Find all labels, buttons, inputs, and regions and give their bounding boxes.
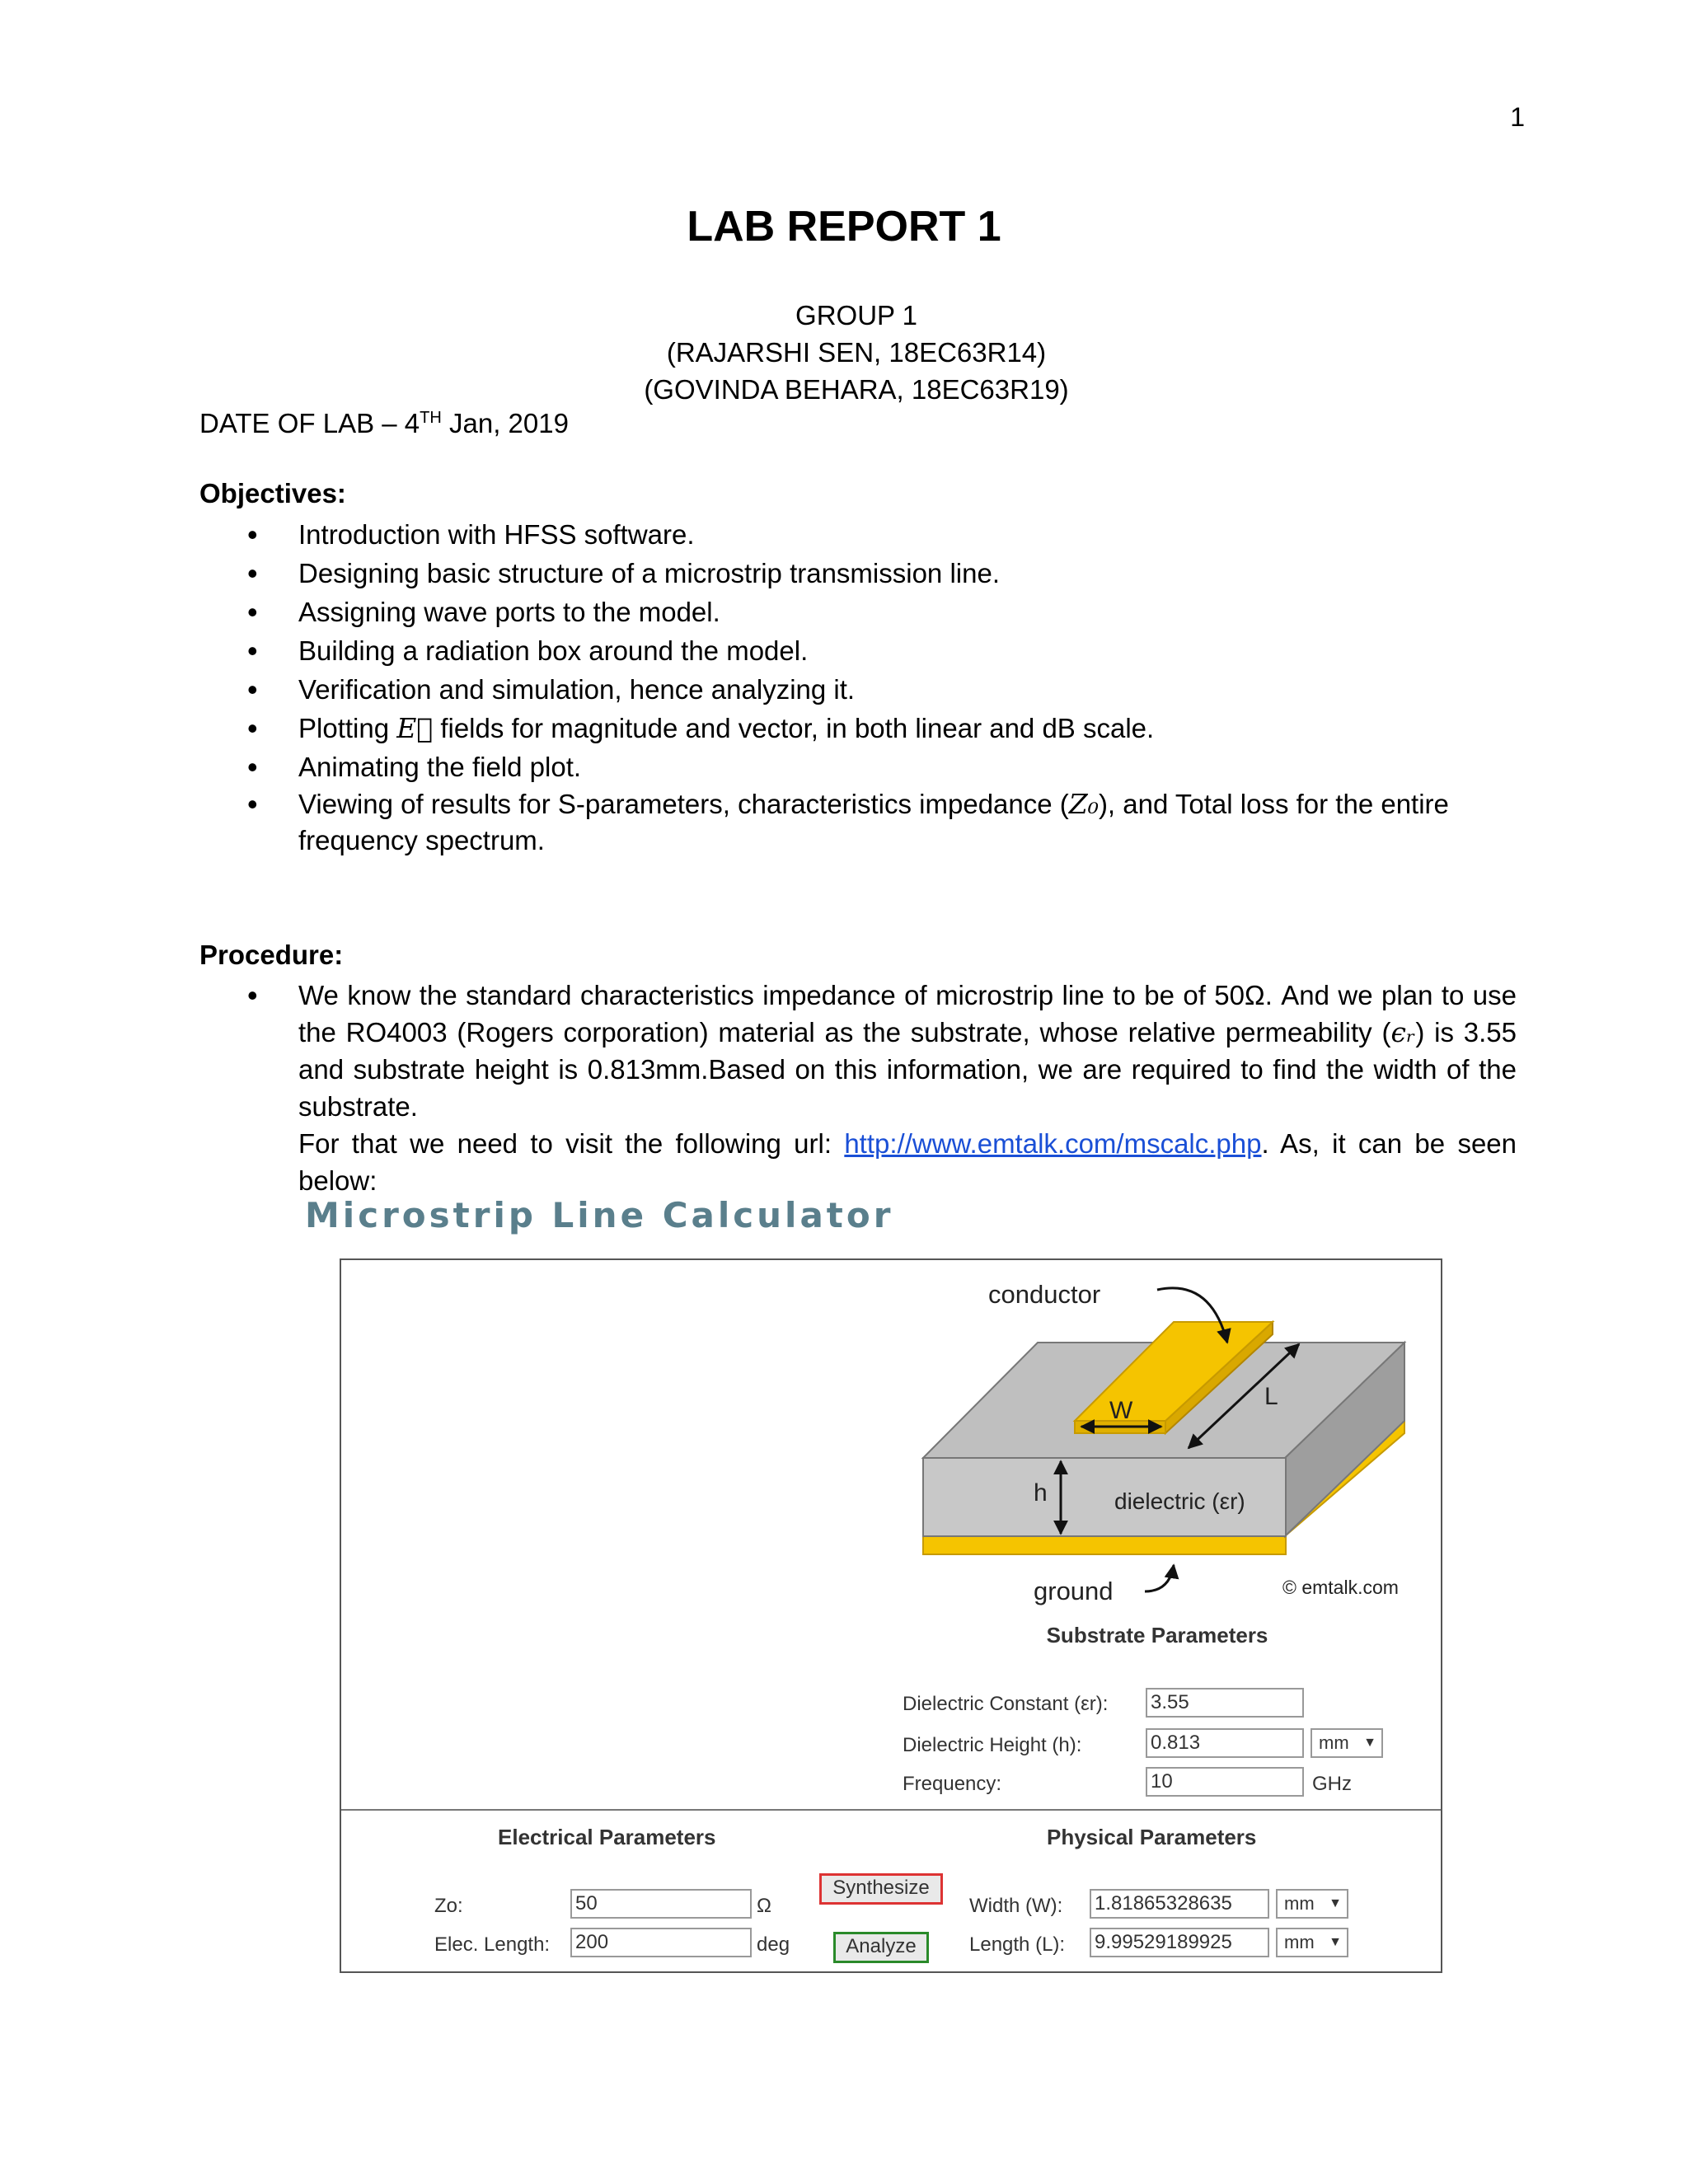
paragraph-text: We know the standard characteristics impedance of microstrip line to be of 50Ω. And we plan to use the RO4003 (Rogers corporation) material as the substrate, whose relative permeability (	[298, 980, 1517, 1047]
list-item: • Introduction with HFSS software.	[199, 515, 1517, 554]
calculator-panel	[340, 1258, 1442, 1973]
frequency-label: Frequency:	[903, 1773, 1002, 1795]
width-label: Width (W):	[969, 1895, 1063, 1917]
paragraph-text: ) is 3.55 and substrate height is 0.813mm.Based on this information, we are required to find the width of the substrate.	[298, 1017, 1517, 1122]
physical-parameters-title: Physical Parameters	[1047, 1825, 1257, 1849]
paragraph-text: . As, it can be seen below:	[298, 1128, 1517, 1196]
e-vector-symbol: E⃗	[396, 712, 434, 744]
microstrip-diagram	[341, 1260, 1441, 1606]
list-item-text: fields for magnitude and vector, in both linear and dB scale.	[433, 713, 1155, 743]
dielectric-constant-input[interactable]: 3.55	[1146, 1688, 1304, 1718]
dielectric-height-label: Dielectric Height (h):	[903, 1734, 1082, 1756]
length-label: Length (L):	[969, 1933, 1066, 1956]
conductor-label: conductor	[988, 1280, 1101, 1309]
length-output[interactable]: 9.99529189925	[1090, 1928, 1269, 1957]
list-item	[199, 786, 1517, 859]
w-label: W	[1109, 1397, 1133, 1424]
synthesize-button[interactable]: Synthesize	[819, 1873, 943, 1905]
ground-pointer-arrow	[1145, 1565, 1174, 1591]
date-superscript: TH	[420, 409, 442, 427]
analyze-button[interactable]: Analyze	[833, 1932, 929, 1963]
date-prefix: DATE OF LAB – 4	[199, 408, 420, 438]
length-unit-value: mm	[1284, 1932, 1315, 1952]
dielectric-constant-label: Dielectric Constant (εr):	[903, 1693, 1109, 1715]
date-suffix: Jan, 2019	[441, 408, 569, 438]
electrical-parameters-title: Electrical Parameters	[498, 1825, 716, 1849]
objectives-list	[199, 515, 1517, 859]
dielectric-height-input[interactable]: 0.813	[1146, 1728, 1304, 1758]
ground-plane-front	[923, 1536, 1286, 1554]
width-unit-value: mm	[1284, 1893, 1315, 1914]
chevron-down-icon: ▼	[1329, 1935, 1342, 1949]
list-item-text: Plotting	[298, 713, 397, 743]
list-item: • Assigning wave ports to the model.	[199, 593, 1517, 631]
zo-unit: Ω	[757, 1895, 771, 1917]
chevron-down-icon: ▼	[1363, 1736, 1376, 1750]
width-unit-select[interactable]	[1276, 1889, 1348, 1919]
length-unit-select[interactable]	[1276, 1928, 1348, 1957]
elec-length-unit: deg	[757, 1933, 790, 1956]
frequency-unit: GHz	[1312, 1773, 1352, 1795]
section-divider	[341, 1809, 1441, 1811]
width-output[interactable]: 1.81865328635	[1090, 1889, 1269, 1919]
l-label: L	[1264, 1383, 1278, 1410]
calculator-url-link[interactable]: http://www.emtalk.com/mscalc.php	[844, 1128, 1262, 1159]
substrate-parameters-title: Substrate Parameters	[1046, 1623, 1268, 1647]
elec-length-input[interactable]: 200	[570, 1928, 752, 1957]
zo-label: Zo:	[434, 1895, 463, 1917]
calculator-heading: Microstrip Line Calculator	[305, 1195, 894, 1235]
author-2: (GOVINDA BEHARA, 18EC63R19)	[644, 374, 1069, 405]
elec-length-label: Elec. Length:	[434, 1933, 551, 1956]
chevron-down-icon: ▼	[1329, 1896, 1342, 1910]
dielectric-label: dielectric (εr)	[1114, 1488, 1245, 1514]
procedure-paragraph	[298, 1125, 1517, 1199]
report-title: LAB REPORT 1	[687, 203, 1001, 251]
list-item: • Verification and simulation, hence analyzing it.	[199, 670, 1517, 709]
copyright-label: © emtalk.com	[1282, 1577, 1399, 1598]
procedure-paragraph	[298, 977, 1517, 1125]
list-item	[199, 977, 1517, 1199]
author-block	[0, 297, 1688, 408]
z0-symbol: Z₀	[1068, 788, 1099, 820]
frequency-input[interactable]: 10	[1146, 1767, 1304, 1797]
list-item: • Building a radiation box around the model.	[199, 631, 1517, 670]
epsilon-r-symbol: ϵᵣ	[1390, 1016, 1416, 1048]
list-item-text: ), and Total loss for the entire frequency spectrum.	[298, 789, 1449, 855]
height-unit-value: mm	[1319, 1732, 1349, 1753]
list-item	[199, 709, 1517, 748]
group-label: GROUP 1	[795, 300, 917, 330]
page-number: 1	[1510, 102, 1525, 132]
height-unit-select[interactable]	[1311, 1728, 1383, 1758]
list-item: • Animating the field plot.	[199, 748, 1517, 786]
paragraph-text: For that we need to visit the following url:	[298, 1128, 845, 1159]
objectives-heading: Objectives:	[199, 478, 346, 509]
list-item: • Designing basic structure of a microstrip transmission line.	[199, 554, 1517, 593]
ground-label: ground	[1034, 1577, 1114, 1605]
author-1: (RAJARSHI SEN, 18EC63R14)	[666, 337, 1047, 368]
procedure-heading: Procedure:	[199, 940, 344, 970]
list-item-text: Viewing of results for S-parameters, characteristics impedance (	[298, 789, 1069, 819]
zo-input[interactable]: 50	[570, 1889, 752, 1919]
lab-date	[199, 408, 569, 439]
procedure-list	[199, 977, 1517, 1199]
h-label: h	[1034, 1479, 1048, 1507]
